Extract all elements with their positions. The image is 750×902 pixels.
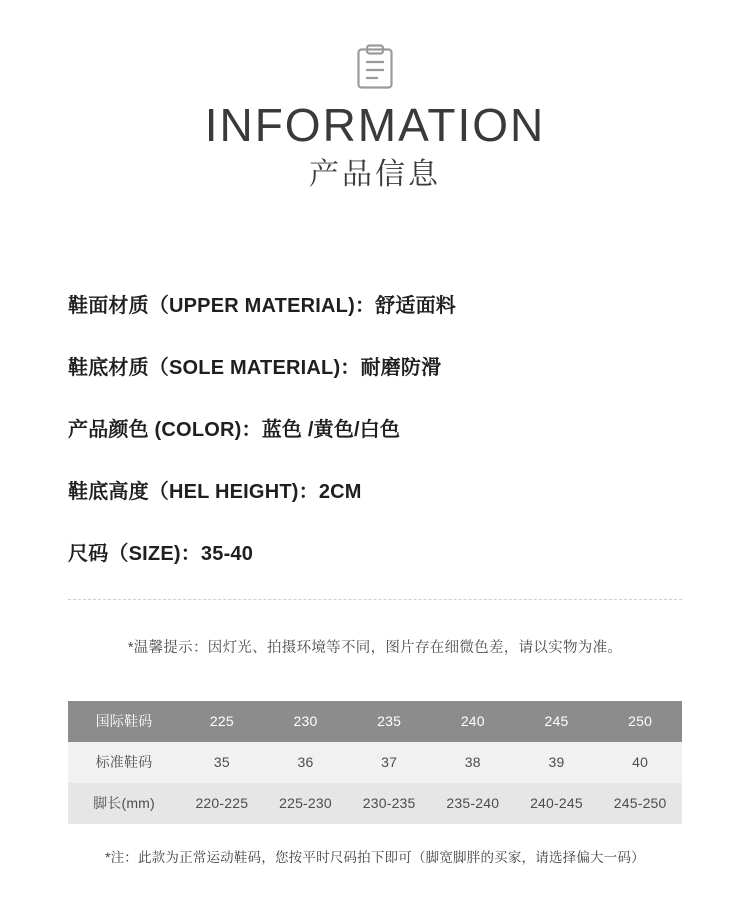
table-cell: 38 (431, 742, 515, 783)
table-cell: 225-230 (264, 783, 348, 824)
table-cell: 230-235 (347, 783, 431, 824)
table-row (68, 701, 682, 742)
table-cell: 235-240 (431, 783, 515, 824)
color-difference-note: *温馨提示：因灯光、拍摄环境等不同，图片存在细微色差，请以实物为准。 (127, 639, 623, 656)
page-header (0, 0, 750, 193)
spec-row (68, 475, 710, 504)
spec-value: 35-40 (200, 542, 254, 565)
spec-label: 鞋底材质（SOLE MATERIAL)： (68, 356, 361, 379)
spec-row (68, 289, 710, 318)
spec-row (68, 537, 710, 566)
spec-value: 耐磨防滑 (360, 356, 442, 379)
table-cell: 40 (598, 742, 682, 783)
spec-value: 2CM (318, 480, 362, 503)
row-header: 脚长(mm) (68, 783, 180, 824)
table-cell: 245-250 (598, 783, 682, 824)
spec-label: 鞋底高度（HEL HEIGHT)： (68, 480, 319, 503)
table-cell: 225 (180, 701, 264, 742)
clipboard-icon (355, 44, 395, 90)
spec-label: 鞋面材质（UPPER MATERIAL)： (68, 294, 376, 317)
size-chart (68, 701, 682, 824)
page-title-cn: 产品信息 (309, 157, 441, 191)
table-row (68, 783, 682, 824)
row-header: 标准鞋码 (68, 742, 180, 783)
table-cell: 220-225 (180, 783, 264, 824)
table-cell: 35 (180, 742, 264, 783)
table-cell: 240 (431, 701, 515, 742)
size-table (68, 701, 682, 824)
sizing-footnote: *注：此款为正常运动鞋码，您按平时尺码拍下即可（脚宽脚胖的买家，请选择偏大一码） (105, 849, 645, 865)
spec-row (68, 351, 710, 380)
spec-row (68, 413, 710, 442)
table-row (68, 742, 682, 783)
table-cell: 250 (598, 701, 682, 742)
row-header: 国际鞋码 (68, 701, 180, 742)
table-cell: 39 (515, 742, 599, 783)
spec-value: 蓝色 /黄色/白色 (261, 418, 401, 441)
table-cell: 235 (347, 701, 431, 742)
table-cell: 240-245 (515, 783, 599, 824)
table-cell: 245 (515, 701, 599, 742)
section-divider (68, 599, 682, 600)
spec-list (0, 289, 750, 566)
spec-label: 产品颜色 (COLOR)： (68, 418, 262, 441)
page-title-en: INFORMATION (204, 99, 546, 151)
spec-value: 舒适面料 (375, 294, 456, 317)
table-cell: 37 (347, 742, 431, 783)
table-cell: 36 (264, 742, 348, 783)
table-cell: 230 (264, 701, 348, 742)
spec-label: 尺码（SIZE)： (68, 542, 201, 565)
